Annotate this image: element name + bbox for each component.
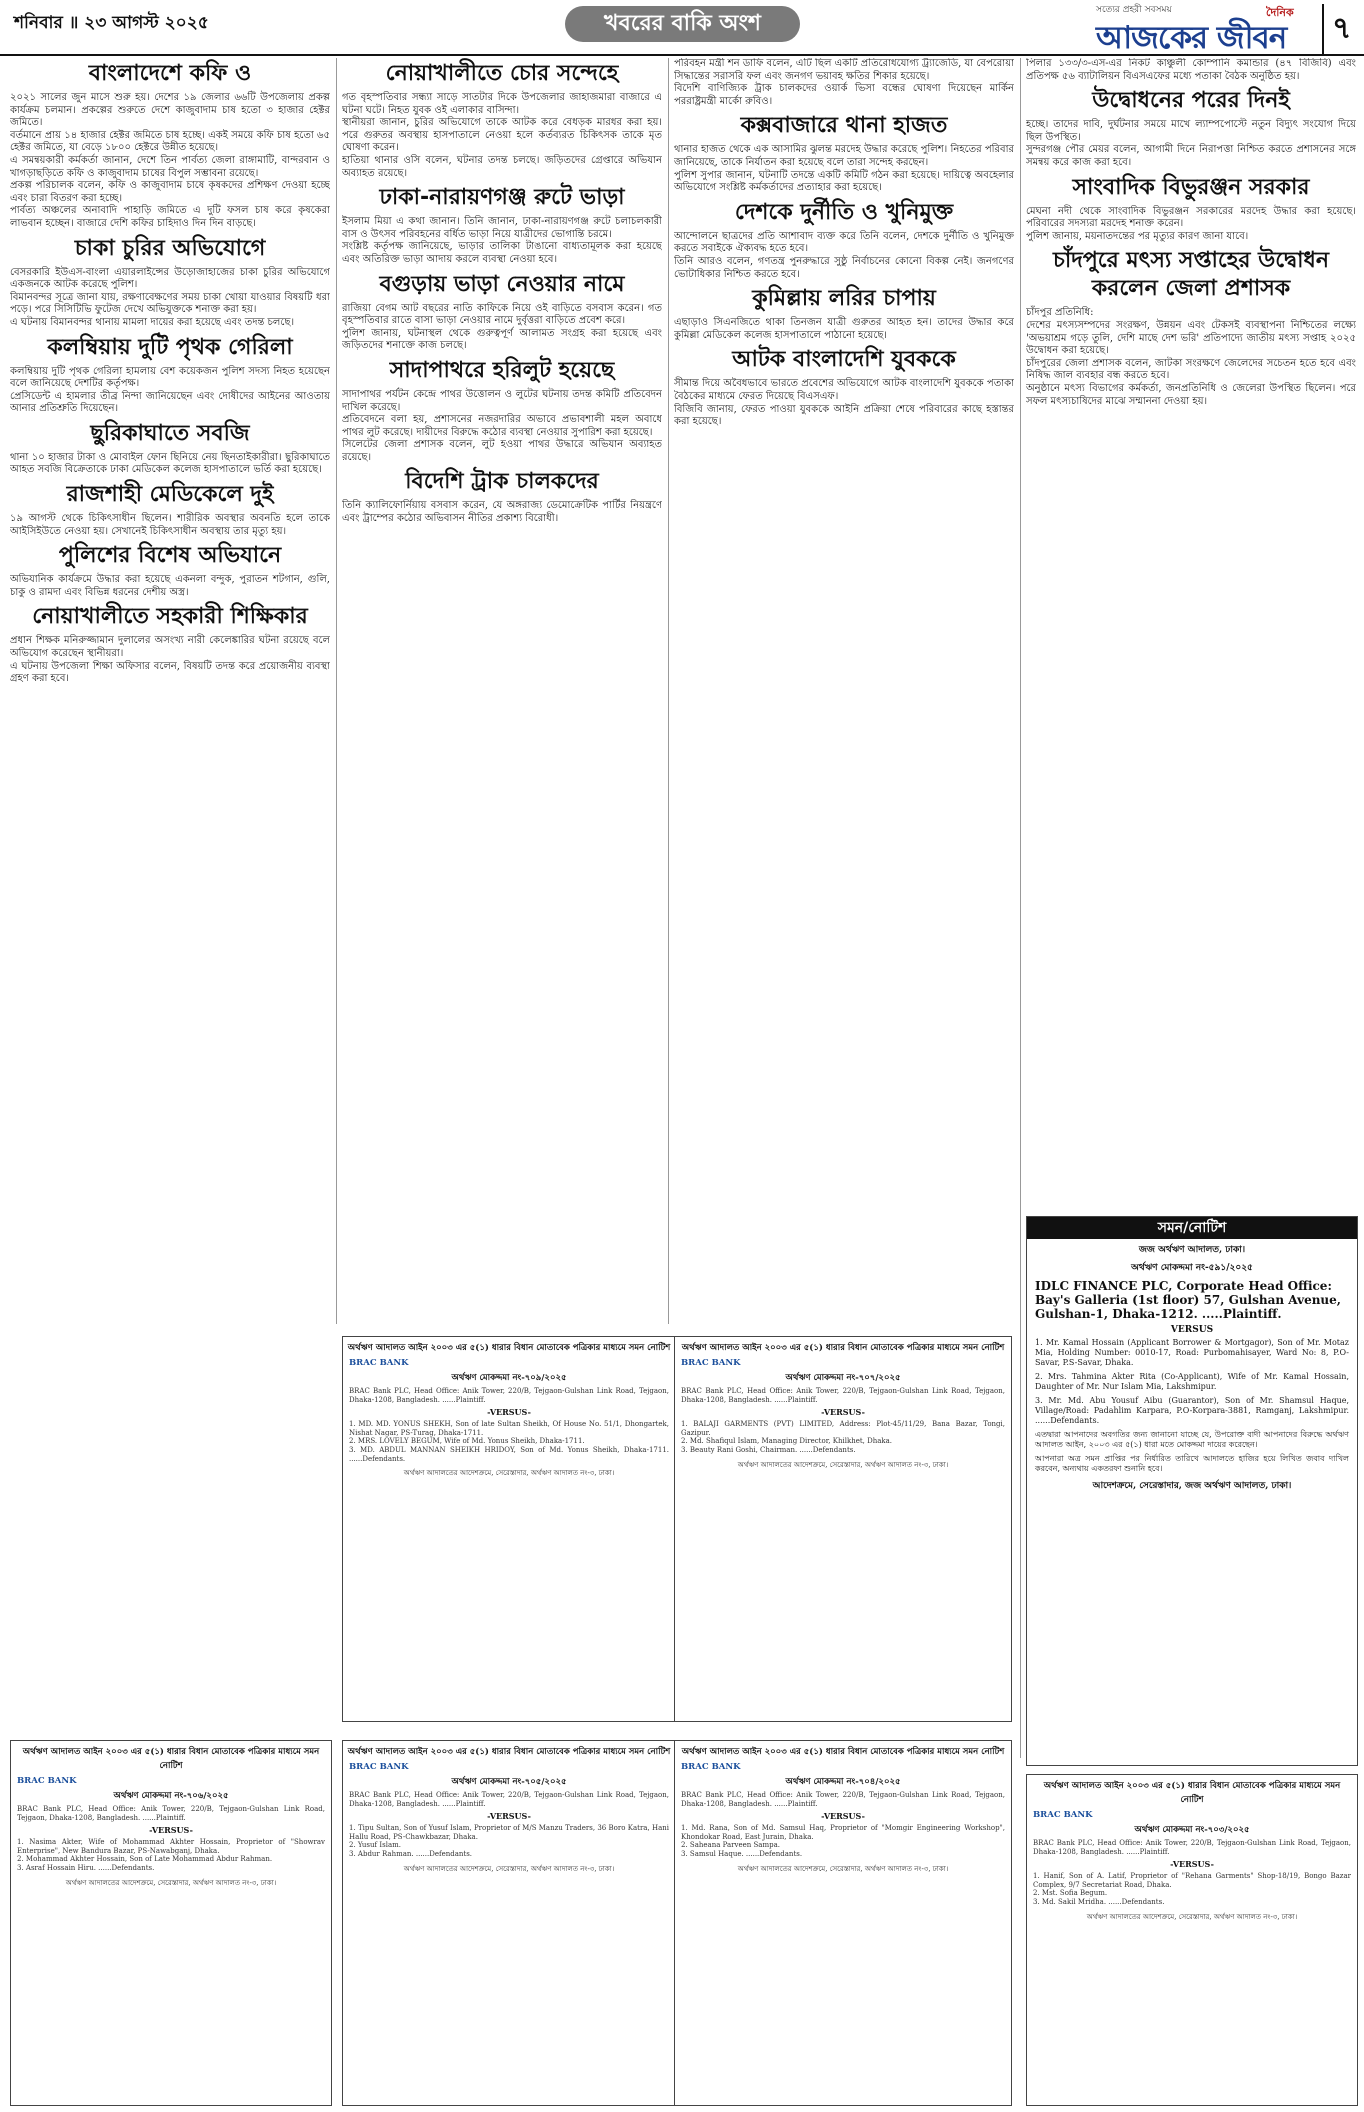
story-body: [1026, 58, 1356, 83]
notice-defendant: 2. MRS. LOVELY BEGUM, Wife of Md. Yonus Sheikh, Dhaka-1711.: [349, 1437, 585, 1446]
notice-versus: -VERSUS-: [1170, 1859, 1214, 1870]
notice-versus: -VERSUS-: [821, 1811, 865, 1822]
story-paragraph: থানার হাজত থেকে এক আসামির ঝুলন্ত মরদেহ উদ্ধার করেছে পুলিশ। নিহতের পরিবার জানিয়েছে, তাকে নির্যাতন করা হয়েছে বলে তারা সন্দেহ করছেন।: [674, 144, 1014, 168]
story-headline: সাংবাদিক বিভুরঞ্জন সরকার: [1072, 174, 1310, 200]
column-2: [342, 58, 662, 1324]
notice-defendant: 1. BALAJI GARMENTS (PVT) LIMITED, Address: Plot-45/11/29, Bana Bazar, Tongi, Gazipur.: [681, 1420, 1005, 1437]
summons-plaintiff: IDLC FINANCE PLC, Corporate Head Office: Bay's Galleria (1st floor) 57, Gulshan Avenue, Gulshan-1, Dhaka-1212. .....Plaintiff.: [1035, 1279, 1341, 1321]
story-headline: ঢাকা-নারায়ণগঞ্জ রুটে ভাড়া: [379, 185, 625, 211]
case-label: অর্থঋণ মোকদ্দমা নং-: [451, 1777, 525, 1787]
story: [674, 199, 1014, 281]
notice-defendant: 3. MD. ABDUL MANNAN SHEIKH HRIDOY, Son of Md. Yonus Sheikh, Dhaka-1711. ......Defendants.: [349, 1445, 669, 1463]
story: [10, 60, 330, 231]
story: [1026, 58, 1356, 83]
story-headline: বগুড়ায় ভাড়া নেওয়ার নামে: [379, 271, 625, 297]
summons-line: এতদ্বারা আপনাদের অবগতির জন্য জানানো যাচ্ছে যে, উপরোক্ত বাদী আপনাদের বিরুদ্ধে অর্থঋণ আদালত আইন, ২০০৩ এর ৫(১) ধারা মতে মোকদ্দমা দায়ের করেছেন।: [1035, 1430, 1349, 1449]
story-paragraph: রাজিয়া বেগম আট বছরের নাতি কাফিকে নিয়ে ওই বাড়িতে বসবাস করেন। গত বৃহস্পতিবার রাতে বাসা ভাড়া নেওয়ার নামে দুর্বৃত্তরা বাড়িতে প্রবেশ করে।: [342, 302, 662, 327]
story-paragraph: মেঘনা নদী থেকে সাংবাদিক বিভুরঞ্জন সরকারের মরদেহ উদ্ধার করা হয়েছে। পরিবারের সদস্যরা মরদেহ শনাক্ত করেন।: [1026, 205, 1356, 230]
story-paragraph: পার্বত্য অঞ্চলের অনাবাদি পাহাড়ি জমিতে এ দুটি ফসল চাষ করে কৃষকেরা লাভবান হচ্ছেন। বাজারে দেশি কফির চাহিদাও দিন দিন বাড়ছে।: [10, 205, 330, 229]
story: [10, 420, 330, 477]
notice-footer: অর্থঋণ আদালতের আদেশক্রমে, সেরেস্তাদার, অর্থঋণ আদালত নং-৩, ঢাকা।: [737, 1460, 949, 1469]
story-paragraph: প্রকল্প পরিচালক বলেন, কফি ও কাজুবাদাম চাষে কৃষকদের প্রশিক্ষণ দেওয়া হচ্ছে এবং চারা বিতরণ করা হচ্ছে।: [10, 180, 330, 204]
story: [674, 346, 1014, 428]
story: [10, 481, 330, 538]
story: [1026, 87, 1356, 169]
story: [342, 468, 662, 525]
story-headline: সাদাপাথরে হরিলুট হয়েছে: [389, 357, 615, 383]
issue-date: শনিবার ॥ ২৩ আগস্ট ২০২৫: [14, 13, 209, 33]
story-body: [10, 366, 330, 416]
story-paragraph: ২০২১ সালের জুন মাসে শুরু হয়। দেশের ১৯ জেলার ৬৬টি উপজেলায় প্রকল্প কার্যক্রম চলমান। প্রকল্পের শুরুতে দেশে কাজুবাদাম চাষ হতো ৩ হাজার হেক্টর জমিতে।: [10, 92, 330, 129]
story-paragraph: প্রতিবেদনে বলা হয়, প্রশাসনের নজরদারির অভাবে প্রভাবশালী মহল অবাধে পাথর লুট করেছে। দায়ীদের বিরুদ্ধে কঠোর ব্যবস্থা নেওয়ার সুপারিশ করা হয়েছে।: [342, 414, 662, 438]
page-number: ৭: [1322, 4, 1352, 55]
notice-case-number: [679, 1775, 1007, 1789]
column-4: [1026, 58, 1356, 1018]
story-paragraph: পিলার ১৩৩/৩-এস-এর নিকট কাঞ্চুলী কোম্পানি কমান্ডার (৪৭ বিজিবি) এবং প্রতিপক্ষ ৫৬ ব্যাটালিয়ন বিএসএফের মধ্যে পতাকা বৈঠক অনুষ্ঠিত হয়।: [1026, 58, 1356, 82]
story-paragraph: বেসরকারি ইউএস-বাংলা এয়ারলাইন্সের উড়োজাহাজের চাকা চুরির অভিযোগে একজনকে আটক করেছে পুলিশ।: [10, 266, 330, 291]
story-paragraph: বিমানবন্দর সূত্রে জানা যায়, রক্ষণাবেক্ষণের সময় চাকা খোয়া যাওয়ার বিষয়টি ধরা পড়ে। পরে সিসিটিভি ফুটেজ দেখে অভিযুক্তকে শনাক্ত করা হয়।: [10, 291, 330, 316]
summons-notice: [1026, 1216, 1358, 1766]
story-body: [1026, 206, 1356, 244]
summons-versus: VERSUS: [1170, 1325, 1214, 1335]
story-paragraph: অভিযানিক কার্যক্রমে উদ্ধার করা হয়েছে একনলা বন্দুক, পুরাতন শটগান, গুলি, চাকু ও রামদা এবং বিভিন্ন ধরনের দেশীয় অস্ত্র।: [10, 574, 330, 598]
case-label: অর্থঋণ মোকদ্দমা নং-: [1134, 1825, 1208, 1835]
case-number: ৭০৭/২০২৫: [858, 1373, 901, 1383]
story-headline: নোয়াখালীতে সহকারী শিক্ষিকার: [32, 604, 308, 630]
story-headline: পুলিশের বিশেষ অভিযানে: [58, 543, 282, 569]
story-paragraph: হাতিয়া থানার ওসি বলেন, ঘটনার তদন্ত চলছে। জড়িতদের গ্রেপ্তারে অভিযান অব্যাহত রয়েছে।: [342, 154, 662, 179]
notice-plaintiff: BRAC Bank PLC, Head Office: Anik Tower, 220/B, Tejgaon-Gulshan Link Road, Tejgaon, Dhaka-1208, Bangladesh. ......Plaintiff.: [681, 1387, 1005, 1404]
notice-case-number: [347, 1371, 671, 1385]
column-divider: [668, 58, 669, 1324]
summons-court: জজ অর্থঋণ আদালত, ঢাকা।: [1138, 1245, 1246, 1255]
story-body: [10, 267, 330, 330]
story-headline: চাঁদপুরে মৎস্য সপ্তাহের উদ্বোধন করলেন জেলা প্রশাসক: [1053, 248, 1329, 302]
story-paragraph: কলম্বিয়ায় দুটি পৃথক গেরিলা হামলায় বেশ কয়েকজন পুলিশ সদস্য নিহত হয়েছেন বলে জানিয়েছে দেশটির কর্তৃপক্ষ।: [10, 365, 330, 390]
bank-logo: BRAC BANK: [681, 1762, 741, 1772]
notice-plaintiff: BRAC Bank PLC, Head Office: Anik Tower, 220/B, Tejgaon-Gulshan Link Road, Tejgaon, Dhaka-1208, Bangladesh. ......Plaintiff.: [349, 1791, 669, 1808]
notice-header: অর্থঋণ আদালত আইন ২০০৩ এর ৫(১) ধারার বিধান মোতাবেক পত্রিকার মাধ্যমে সমন নোটিশ: [1043, 1781, 1341, 1805]
story-headline: দেশকে দুর্নীতি ও খুনিমুক্ত: [734, 199, 954, 225]
notice-defendant: 3. Samsul Haque. ......Defendants.: [681, 1849, 803, 1858]
story-paragraph: তিনি আরও বলেন, গণতন্ত্র পুনরুদ্ধারে সুষ্ঠু নির্বাচনের কোনো বিকল্প নেই। জনগণের ভোটাধিকার নিশ্চিত করতে হবে।: [674, 255, 1014, 280]
case-label: অর্থঋণ মোকদ্দমা নং-: [785, 1777, 859, 1787]
newspaper-logo: [1096, 2, 1306, 56]
story-paragraph: এছাড়াও সিএনজিতে থাকা তিনজন যাত্রী গুরুতর আহত হন। তাদের উদ্ধার করে কুমিল্লা মেডিকেল কলেজ হাসপাতালে পাঠানো হয়েছে।: [674, 317, 1014, 341]
court-notice: [342, 1740, 676, 2106]
notice-footer: অর্থঋণ আদালতের আদেশক্রমে, সেরেস্তাদার, অর্থঋণ আদালত নং-৩, ঢাকা।: [1086, 1912, 1298, 1921]
story-paragraph: পুলিশ সুপার জানান, ঘটনাটি তদন্তে একটি কমিটি গঠন করা হয়েছে। দায়িত্বে অবহেলার অভিযোগে সংশ্লিষ্ট কর্মকর্তাদের প্রত্যাহার করা হয়েছে।: [674, 169, 1014, 194]
case-number: ৭০৬/২০২৫: [186, 1791, 229, 1801]
bank-logo: BRAC BANK: [1033, 1810, 1093, 1820]
story-paragraph: এ ঘটনায় উপজেলা শিক্ষা অফিসার বলেন, বিষয়টি তদন্ত করে প্রয়োজনীয় ব্যবস্থা গ্রহণ করা হবে।: [10, 660, 330, 685]
court-notice: [10, 1740, 332, 2106]
column-3: [674, 58, 1014, 1238]
notice-case-number: [15, 1789, 327, 1803]
story-body: [10, 452, 330, 477]
notice-plaintiff: BRAC Bank PLC, Head Office: Anik Tower, 220/B, Tejgaon-Gulshan Link Road, Tejgaon, Dhaka-1208, Bangladesh. ......Plaintiff.: [681, 1791, 1005, 1808]
story-body: [674, 144, 1014, 194]
notice-defendant: 3. Asraf Hossain Hiru. ......Defendants.: [17, 1863, 155, 1872]
story-paragraph: বিদেশি বাণিজ্যিক ট্রাক চালকদের ওয়ার্ক ভিসা বন্ধের ঘোষণা দিয়েছেন মার্কিন পররাষ্ট্রমন্ত্রী মার্কো রুবিও।: [674, 83, 1014, 107]
story: [10, 542, 330, 599]
bank-logo: BRAC BANK: [349, 1358, 409, 1368]
case-number: ৭০৫/২০২৫: [524, 1777, 567, 1787]
notice-defendant: 3. Md. Sakil Mridha. ......Defendants.: [1033, 1897, 1165, 1906]
story-body: [1026, 119, 1356, 169]
summons-line: 2. Mrs. Tahmina Akter Rita (Co-Applicant), Wife of Mr. Kamal Hossain, Daughter of Mr. Nur Islam Mia, Lakshmipur.: [1035, 1372, 1349, 1391]
story-headline: নোয়াখালীতে চোর সন্দেহে: [385, 61, 619, 86]
story-paragraph: পরিবহন মন্ত্রী শন ডাফি বলেন, এটি ছিল একটি প্রতিরোধযোগ্য ট্র্যাজেডি, যা বেপরোয়া সিদ্ধান্তের সরাসরি ফল এবং জনগণ ভয়াবহ ক্ষতির শিকার হয়েছে।: [674, 58, 1014, 82]
story: [1026, 174, 1356, 244]
notice-defendant: 1. Tipu Sultan, Son of Yusuf Islam, Proprietor of M/S Manzu Traders, 36 Boro Katra, Hani Hallu Road, PS-Chawkbazar, Dhaka.: [349, 1824, 669, 1841]
case-label: অর্থঋণ মোকদ্দমা নং-: [451, 1373, 525, 1383]
story-headline: বাংলাদেশে কফি ও: [88, 61, 252, 86]
story: [674, 112, 1014, 194]
court-notice: [342, 1336, 676, 1722]
story-body: [10, 513, 330, 538]
notice-defendant: 3. Beauty Rani Goshi, Chairman. ......Defendants.: [681, 1445, 856, 1454]
story-paragraph: সীমান্ত দিয়ে অবৈধভাবে ভারতে প্রবেশের অভিযোগে আটক বাংলাদেশি যুবককে পতাকা বৈঠকের মাধ্যমে ফেরত দিয়েছে বিএসএফ।: [674, 378, 1014, 402]
notice-defendant: 2. Md. Shafiqul Islam, Managing Director, Khilkhet, Dhaka.: [681, 1437, 893, 1446]
summons-footer: আদেশক্রমে, সেরেস্তাদার, জজ অর্থঋণ আদালত, ঢাকা।: [1092, 1481, 1292, 1491]
notice-header: অর্থঋণ আদালত আইন ২০০৩ এর ৫(১) ধারার বিধান মোতাবেক পত্রিকার মাধ্যমে সমন নোটিশ: [347, 1343, 671, 1353]
story-paragraph: ইসলাম মিয়া এ কথা জানান। তিনি জানান, ঢাকা-নারায়ণগঞ্জ রুটে চলাচলকারী বাস ও উৎসব পরিবহনের বর্ধিত ভাড়া নিয়ে যাত্রীদের ভোগান্তি চরমে।: [342, 216, 662, 240]
story-headline: কুমিল্লায় লরির চাপায়: [752, 286, 936, 312]
story-headline: চাকা চুরির অভিযোগে: [74, 235, 266, 261]
summons-line: 1. Mr. Kamal Hossain (Applicant Borrower & Mortgagor), Son of Mr. Motaz Mia, Holding Number: 0010-17, Road: Purbomahisayer, Ward No: 8, P.O-Savar, P.S-Savar, Dhaka.: [1035, 1338, 1349, 1367]
story-paragraph: তিনি ক্যালিফোর্নিয়ায় বসবাস করেন, যে অঙ্গরাজ্য ডেমোক্রেটিক পার্টির নিয়ন্ত্রণে এবং ট্রাম্পের কঠোর অভিবাসন নীতির প্রকাশ্য বিরোধী।: [342, 500, 662, 525]
story-body: [1026, 307, 1356, 408]
notice-defendant: 2. Yusuf Islam.: [349, 1841, 401, 1850]
story: [10, 603, 330, 685]
notice-defendant: 2. Mst. Sofia Begum.: [1033, 1889, 1108, 1898]
case-label: অর্থঋণ মোকদ্দমা নং-: [113, 1791, 187, 1801]
story-body: [342, 216, 662, 266]
notice-versus: -VERSUS-: [487, 1811, 531, 1822]
case-label: অর্থঋণ মোকদ্দমা নং-: [785, 1373, 859, 1383]
logo-name: আজকের জীবন: [1096, 20, 1287, 56]
section-banner: খবরের বাকি অংশ: [565, 6, 800, 42]
story-paragraph: অনুষ্ঠানে মৎস্য বিভাগের কর্মকর্তা, জনপ্রতিনিধি ও জেলেরা উপস্থিত ছিলেন। পরে সফল মৎস্যচাষিদের মাঝে সম্মাননা দেওয়া হয়।: [1026, 382, 1356, 407]
story-paragraph: স্থানীয়রা জানান, চুরির অভিযোগে তাকে আটক করে বেধড়ক মারধর করা হয়। পরে গুরুতর অবস্থায় হাসপাতালে নেওয়া হলে কর্তব্যরত চিকিৎসক তাকে মৃত ঘোষণা করেন।: [342, 117, 662, 154]
story-headline: কলম্বিয়ায় দুটি পৃথক গেরিলা: [47, 334, 293, 360]
story-body: [674, 378, 1014, 428]
story-paragraph: সাদাপাথর পর্যটন কেন্দ্রে পাথর উত্তোলন ও লুটের ঘটনায় তদন্ত কমিটি প্রতিবেদন দাখিল করেছে।: [342, 388, 662, 413]
summons-body: [1027, 1338, 1357, 1474]
story-body: [674, 58, 1014, 108]
notice-header: অর্থঋণ আদালত আইন ২০০৩ এর ৫(১) ধারার বিধান মোতাবেক পত্রিকার মাধ্যমে সমন নোটিশ: [681, 1747, 1005, 1757]
court-notice: [1026, 1774, 1358, 2106]
story: [10, 235, 330, 330]
notice-versus: -VERSUS-: [149, 1825, 193, 1836]
notice-defendant: 2. Mohammad Akhter Hossain, Son of Late Mohammad Abdur Rahman.: [17, 1855, 273, 1864]
story-paragraph: হচ্ছে। তাদের দাবি, দুর্ঘটনার সময়ে মাখে ল্যাম্পপোস্টে নতুন বিদ্যুৎ সংযোগ দিয়ে ছিল উপস্থিত।: [1026, 119, 1356, 143]
notice-plaintiff: BRAC Bank PLC, Head Office: Anik Tower, 220/B, Tejgaon-Gulshan Link Road, Tejgaon, Dhaka-1208, Bangladesh. ......Plaintiff.: [349, 1387, 669, 1404]
case-number: ৭০৪/২০২৫: [858, 1777, 901, 1787]
story-paragraph: প্রেসিডেন্ট এ হামলার তীব্র নিন্দা জানিয়েছেন এবং দোষীদের আইনের আওতায় আনার প্রতিশ্রুতি দিয়েছেন।: [10, 390, 330, 415]
story: [342, 271, 662, 353]
story-body: [342, 92, 662, 180]
logo-tagline: সত্যের প্রহরী সবসময়: [1096, 5, 1172, 15]
story-paragraph: এ ঘটনায় বিমানবন্দর থানায় মামলা দায়ের করা হয়েছে এবং তদন্ত চলছে।: [10, 316, 295, 328]
story-paragraph: ১৯ আগস্ট থেকে চিকিৎসাধীন ছিলেন। শারীরিক অবস্থার অবনতি হলে তাকে আইসিইউতে নেওয়া হয়। সেখানেই চিকিৎসাধীন অবস্থায় তার মৃত্যু হয়।: [10, 513, 330, 537]
story: [10, 334, 330, 416]
notice-defendant: 1. Md. Rana, Son of Md. Samsul Haq, Proprietor of "Momgir Engineering Workshop", Khondokar Road, East Jurain, Dhaka.: [681, 1824, 1005, 1841]
story-paragraph: বর্তমানে প্রায় ১৪ হাজার হেক্টর জমিতে চাষ হচ্ছে। একই সময়ে কফি চাষ হতো ৬৫ হেক্টর জমিতে, যা বেড়ে ১৮০০ হেক্টরে উন্নীত হয়েছে।: [10, 129, 330, 154]
story-body: [674, 231, 1014, 281]
notice-footer: অর্থঋণ আদালতের আদেশক্রমে, সেরেস্তাদার, অর্থঋণ আদালত নং-৩, ঢাকা।: [737, 1864, 949, 1873]
summons-line: 3. Mr. Md. Abu Yousuf Aibu (Guarantor), Son of Mr. Shamsul Haque, Village/Road: Padahlim Karpara, P.O-Korpara-3881, Ramganj, Lakshmipur. ......Defendants.: [1035, 1396, 1349, 1425]
summons-bar: সমন/নোটিশ: [1027, 1217, 1357, 1239]
notice-plaintiff: BRAC Bank PLC, Head Office: Anik Tower, 220/B, Tejgaon-Gulshan Link Road, Tejgaon, Dhaka-1208, Bangladesh. ......Plaintiff.: [1033, 1839, 1351, 1856]
notice-defendant: 1. Hanif, Son of A. Latif, Proprietor of "Rehana Garments" Shop-18/19, Bongo Bazar Complex, 9/7 Secretariat Road, Dhaka.: [1033, 1872, 1351, 1889]
story-headline: ছুরিকাঘাতে সবজি: [90, 420, 250, 446]
story: [674, 58, 1014, 108]
story-paragraph: চাঁদপুর প্রতিনিধি:: [1026, 307, 1094, 319]
bank-logo: BRAC BANK: [349, 1762, 409, 1772]
story: [342, 357, 662, 465]
notice-footer: অর্থঋণ আদালতের আদেশক্রমে, সেরেস্তাদার, অর্থঋণ আদালত নং-৩, ঢাকা।: [403, 1469, 615, 1478]
court-notice: [674, 1740, 1012, 2106]
story-headline: বিদেশি ট্রাক চালকদের: [405, 469, 599, 495]
summons-case: অর্থঋণ মোকদ্দমা নং-৫৯১/২০২৫: [1131, 1263, 1253, 1273]
story-body: [342, 303, 662, 353]
story-body: [342, 389, 662, 465]
logo-daily: দৈনিক: [1266, 6, 1294, 19]
column-divider: [1020, 58, 1021, 1758]
notice-footer: অর্থঋণ আদালতের আদেশক্রমে, সেরেস্তাদার, অর্থঋণ আদালত নং-৩, ঢাকা।: [403, 1864, 615, 1873]
notice-plaintiff: BRAC Bank PLC, Head Office: Anik Tower, 220/B, Tejgaon-Gulshan Link Road, Tejgaon, Dhaka-1208, Bangladesh. ......Plaintiff.: [17, 1805, 325, 1822]
story-headline: আটক বাংলাদেশি যুবককে: [732, 347, 956, 373]
story-body: [342, 500, 662, 525]
notice-versus: -VERSUS-: [487, 1407, 531, 1418]
story-paragraph: আন্দোলনে ছাত্রদের প্রতি আশাবাদ ব্যক্ত করে তিনি বলেন, দেশকে দুর্নীতি ও খুনিমুক্ত করতে সবাইকে ঐক্যবদ্ধ হতে হবে।: [674, 230, 1014, 255]
bank-logo: BRAC BANK: [17, 1776, 77, 1786]
notice-header: অর্থঋণ আদালত আইন ২০০৩ এর ৫(১) ধারার বিধান মোতাবেক পত্রিকার মাধ্যমে সমন নোটিশ: [681, 1343, 1005, 1353]
notice-defendant: 2. Saheana Parveen Sampa.: [681, 1841, 780, 1850]
story-headline: রাজশাহী মেডিকেলে দুই: [66, 482, 274, 508]
story-body: [10, 574, 330, 599]
notice-defendant: 3. Abdur Rahman. ......Defendants.: [349, 1849, 473, 1858]
notice-defendant: 1. Nasima Akter, Wife of Mohammad Akhter Hossain, Proprietor of "Showrav Enterprise", New Bandura Bazar, PS-Nawabganj, Dhaka.: [17, 1838, 325, 1855]
notice-case-number: [1031, 1823, 1353, 1837]
notice-case-number: [679, 1371, 1007, 1385]
notice-case-number: [347, 1775, 671, 1789]
story-paragraph: সুন্দরগঞ্জ পৌর মেয়র বলেন, আগামী দিনে নিরাপত্তা নিশ্চিত করতে প্রশাসনের সঙ্গে সমন্বয় করে কাজ করা হবে।: [1026, 144, 1356, 168]
case-number: ৭০৯/২০২৫: [524, 1373, 567, 1383]
story-paragraph: থানা ১০ হাজার টাকা ও মোবাইল ফোন ছিনিয়ে নেয় ছিনতাইকারীরা। ছুরিকাঘাতে আহত সবজি বিক্রেতাকে ঢাকা মেডিকেল কলেজ হাসপাতালে ভর্তি করা হয়েছে।: [10, 451, 330, 476]
masthead: [0, 0, 1364, 56]
column-1: [10, 58, 330, 1324]
story: [674, 285, 1014, 342]
story: [342, 60, 662, 180]
column-divider: [336, 58, 337, 1324]
story-body: [674, 317, 1014, 342]
story-headline: কক্সবাজারে থানা হাজত: [740, 113, 948, 139]
court-notice: [674, 1336, 1012, 1722]
notice-defendant: 1. MD. MD. YONUS SHEKH, Son of late Sultan Sheikh, Of House No. 51/1, Dhongartek, Nishat Nagar, PS-Turag, Dhaka-1711.: [349, 1420, 669, 1437]
story-paragraph: পুলিশ জানায়, ঘটনাস্থল থেকে গুরুত্বপূর্ণ আলামত সংগ্রহ করা হয়েছে এবং জড়িতদের শনাক্তে কাজ চলছে।: [342, 327, 662, 352]
story-headline: উদ্বোধনের পরের দিনই: [1092, 88, 1290, 114]
story-paragraph: বিজিবি জানায়, ফেরত পাওয়া যুবককে আইনি প্রক্রিয়া শেষে পরিবারের কাছে হস্তান্তর করা হয়েছে।: [674, 403, 1014, 428]
story-paragraph: প্রধান শিক্ষক মনিরুজ্জামান দুলালের অসংখ্য নারী কেলেঙ্কারির ঘটনা রয়েছে বলে অভিযোগ করেছেন স্থানীয়রা।: [10, 635, 330, 660]
story-paragraph: এ সমন্বয়কারী কর্মকর্তা জানান, দেশে তিন পার্বত্য জেলা রাঙ্গামাটি, বান্দরবান ও খাগড়াছড়িতে কফি ও কাজুবাদাম চাষের বিপুল সম্ভাবনা রয়েছে।: [10, 154, 330, 179]
story-paragraph: দেশের মৎস্যসম্পদের সংরক্ষণ, উন্নয়ন এবং টেকসই ব্যবস্থাপনা নিশ্চিতের লক্ষ্যে 'অভয়াশ্রম গড়ে তুলি, দেশি মাছে দেশ ভরি' প্রতিপাদ্যে জাতীয় মৎস্য সপ্তাহ ২০২৫ উদ্বোধন করা হয়েছে।: [1026, 319, 1356, 357]
notice-header: অর্থঋণ আদালত আইন ২০০৩ এর ৫(১) ধারার বিধান মোতাবেক পত্রিকার মাধ্যমে সমন নোটিশ: [22, 1747, 320, 1771]
notice-header: অর্থঋণ আদালত আইন ২০০৩ এর ৫(১) ধারার বিধান মোতাবেক পত্রিকার মাধ্যমে সমন নোটিশ: [347, 1747, 671, 1757]
summons-line: আপনারা অত্র সমন প্রাপ্তির পর নির্ধারিত তারিখে আদালতে হাজির হয়ে লিখিত জবাব দাখিল করবেন, অন্যথায় একতরফা শুনানি হবে।: [1035, 1454, 1349, 1473]
notice-footer: অর্থঋণ আদালতের আদেশক্রমে, সেরেস্তাদার, অর্থঋণ আদালত নং-৩, ঢাকা।: [65, 1878, 277, 1887]
story: [342, 184, 662, 266]
story: [1026, 247, 1356, 408]
story-paragraph: গত বৃহস্পতিবার সন্ধ্যা সাড়ে সাতটার দিকে উপজেলার জাহাজমারা বাজারে এ ঘটনা ঘটে। নিহত যুবক ওই এলাকার বাসিন্দা।: [342, 92, 662, 116]
story-paragraph: সংশ্লিষ্ট কর্তৃপক্ষ জানিয়েছে, ভাড়ার তালিকা টাঙানো বাধ্যতামূলক করা হয়েছে এবং অতিরিক্ত ভাড়া আদায় করলে ব্যবস্থা নেওয়া হবে।: [342, 241, 662, 265]
story-paragraph: চাঁদপুরের জেলা প্রশাসক বলেন, জাটকা সংরক্ষণে জেলেদের সচেতন হতে হবে এবং নিষিদ্ধ জাল ব্যবহার বন্ধ করতে হবে।: [1026, 357, 1356, 382]
notice-versus: -VERSUS-: [821, 1407, 865, 1418]
bank-logo: BRAC BANK: [681, 1358, 741, 1368]
story-body: [10, 635, 330, 685]
story-body: [10, 92, 330, 231]
case-number: ৭০৩/২০২৫: [1207, 1825, 1250, 1835]
story-paragraph: পুলিশ জানায়, ময়নাতদন্তের পর মৃত্যুর কারণ জানা যাবে।: [1026, 230, 1249, 242]
story-paragraph: সিলেটের জেলা প্রশাসক বলেন, লুট হওয়া পাথর উদ্ধারে অভিযান অব্যাহত রয়েছে।: [342, 439, 662, 463]
